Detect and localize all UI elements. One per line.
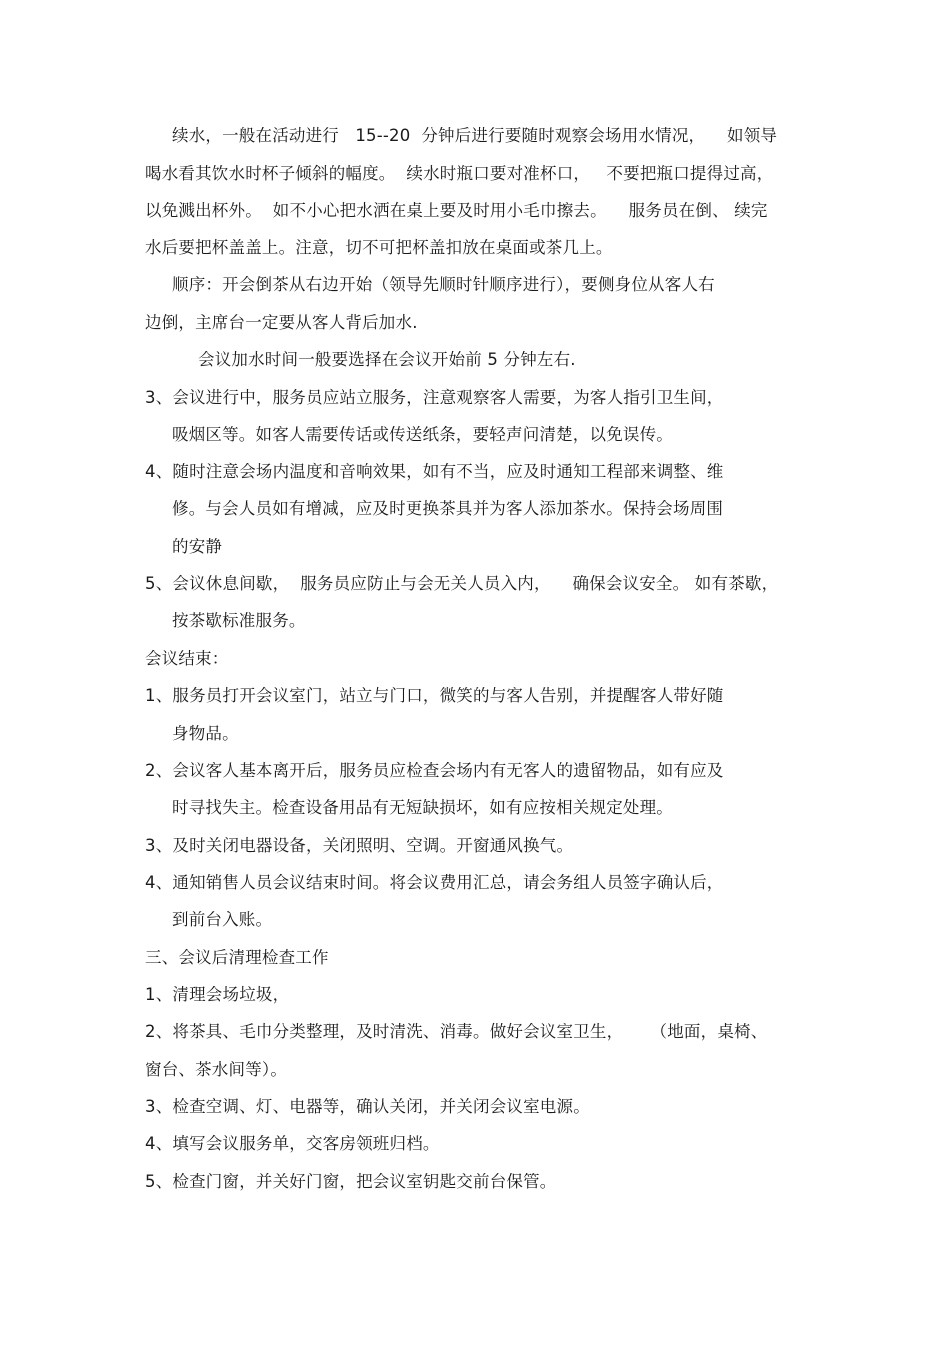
- list-item: 3、会议进行中，服务员应站立服务，注意观察客人需要，为客人指引卫生间，: [145, 388, 724, 407]
- text-line: 边倒，主席台一定要从客人背后加水.: [145, 313, 418, 332]
- text-line: 修。与会人员如有增减，应及时更换茶具并为客人添加茶水。保持会场周围: [172, 499, 724, 518]
- text-line: 窗台、茶水间等）。: [145, 1060, 288, 1079]
- list-item: 4、通知销售人员会议结束时间。将会议费用汇总，请会务组人员签字确认后，: [145, 873, 724, 892]
- text-line: 吸烟区等。如客人需要传话或传送纸条，要轻声问清楚，以免误传。: [172, 425, 673, 444]
- text-line: 身物品。: [172, 724, 239, 743]
- list-item: 4、随时注意会场内温度和音响效果，如有不当，应及时通知工程部来调整、维: [145, 462, 724, 481]
- text-line: 以免溅出杯外。 如不小心把水洒在桌上要及时用小毛巾擦去。 服务员在倒、 续完: [145, 201, 768, 220]
- list-item: 1、清理会场垃圾，: [145, 985, 290, 1004]
- list-item: 5、会议休息间歇， 服务员应防止与会无关人员入内， 确保会议安全。 如有茶歇，: [145, 574, 779, 593]
- text-line: 的安静: [172, 537, 223, 556]
- list-item: 2、将茶具、毛巾分类整理，及时清洗、消毒。做好会议室卫生， （地面，桌椅、: [145, 1022, 768, 1041]
- text-line: 水后要把杯盖盖上。注意，切不可把杯盖扣放在桌面或茶几上。: [145, 238, 613, 257]
- list-item: 3、及时关闭电器设备，关闭照明、空调。开窗通风换气。: [145, 836, 574, 855]
- text-line: 续水，一般在活动进行 15--20 分钟后进行要随时观察会场用水情况， 如领导: [172, 126, 778, 145]
- list-item: 1、服务员打开会议室门，站立与门口，微笑的与客人告别，并提醒客人带好随: [145, 686, 724, 705]
- list-item: 2、会议客人基本离开后，服务员应检查会场内有无客人的遗留物品，如有应及: [145, 761, 724, 780]
- list-item: 5、检查门窗，并关好门窗，把会议室钥匙交前台保管。: [145, 1172, 557, 1191]
- text-line: 时寻找失主。检查设备用品有无短缺损坏，如有应按相关规定处理。: [172, 798, 673, 817]
- section-heading: 三、会议后清理检查工作: [145, 948, 329, 967]
- section-heading: 会议结束：: [145, 649, 229, 668]
- list-item: 4、填写会议服务单，交客房领班归档。: [145, 1134, 440, 1153]
- text-line: 会议加水时间一般要选择在会议开始前 5 分钟左右.: [198, 350, 576, 369]
- list-item: 3、检查空调、灯、电器等，确认关闭，并关闭会议室电源。: [145, 1097, 590, 1116]
- text-line: 顺序：开会倒茶从右边开始（领导先顺时针顺序进行），要侧身位从客人右: [172, 275, 715, 294]
- text-line: 喝水看其饮水时杯子倾斜的幅度。 续水时瓶口要对准杯口， 不要把瓶口提得过高，: [145, 164, 774, 183]
- text-line: 到前台入账。: [172, 910, 273, 929]
- text-line: 按茶歇标准服务。: [172, 611, 306, 630]
